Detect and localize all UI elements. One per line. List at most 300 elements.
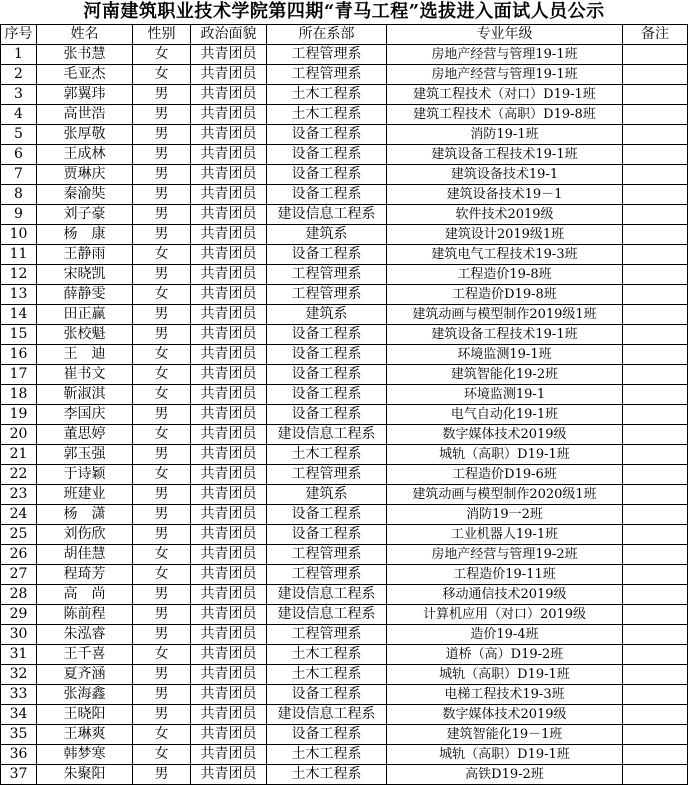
cell-serial: 20: [1, 425, 37, 445]
table-row: [1, 765, 688, 785]
cell-remarks: [623, 705, 688, 725]
cell-major-grade: 工程造价19-8班: [387, 265, 623, 285]
cell-remarks: [623, 345, 688, 365]
cell-serial: 3: [1, 85, 37, 105]
cell-department: 土木工程系: [267, 765, 387, 785]
cell-serial: 1: [1, 45, 37, 65]
cell-political-status: 共青团员: [191, 605, 267, 625]
cell-major-grade: 环境监测19-1班: [387, 345, 623, 365]
cell-gender: 男: [133, 625, 191, 645]
table-row: [1, 445, 688, 465]
cell-major-grade: 软件技术2019级: [387, 205, 623, 225]
cell-political-status: 共青团员: [191, 565, 267, 585]
cell-major-grade: 房地产经营与管理19-1班: [387, 45, 623, 65]
cell-name: 王琳爽: [37, 725, 133, 745]
header-serial: 序号: [1, 25, 37, 45]
cell-name: 韩梦寒: [37, 745, 133, 765]
cell-remarks: [623, 245, 688, 265]
cell-gender: 女: [133, 545, 191, 565]
table-row: [1, 745, 688, 765]
cell-name: 程琦芳: [37, 565, 133, 585]
cell-remarks: [623, 565, 688, 585]
cell-major-grade: 建筑设备技术19－1: [387, 185, 623, 205]
table-row: [1, 325, 688, 345]
cell-department: 土木工程系: [267, 445, 387, 465]
header-department: 所在系部: [267, 25, 387, 45]
cell-political-status: 共青团员: [191, 645, 267, 665]
cell-department: 建筑系: [267, 225, 387, 245]
cell-political-status: 共青团员: [191, 465, 267, 485]
cell-remarks: [623, 645, 688, 665]
cell-department: 建筑系: [267, 305, 387, 325]
cell-political-status: 共青团员: [191, 385, 267, 405]
cell-remarks: [623, 545, 688, 565]
cell-major-grade: 建筑设计2019级1班: [387, 225, 623, 245]
cell-political-status: 共青团员: [191, 325, 267, 345]
cell-department: 工程管理系: [267, 45, 387, 65]
cell-name: 李国庆: [37, 405, 133, 425]
cell-gender: 女: [133, 45, 191, 65]
table-row: [1, 205, 688, 225]
cell-remarks: [623, 465, 688, 485]
cell-department: 工程管理系: [267, 565, 387, 585]
cell-serial: 2: [1, 65, 37, 85]
cell-political-status: 共青团员: [191, 685, 267, 705]
cell-gender: 女: [133, 565, 191, 585]
cell-remarks: [623, 305, 688, 325]
cell-department: 设备工程系: [267, 505, 387, 525]
table-row: [1, 605, 688, 625]
cell-name: 王千喜: [37, 645, 133, 665]
cell-department: 土木工程系: [267, 645, 387, 665]
table-row: [1, 245, 688, 265]
cell-department: 工程管理系: [267, 65, 387, 85]
cell-political-status: 共青团员: [191, 285, 267, 305]
cell-name: 郭玉强: [37, 445, 133, 465]
cell-department: 设备工程系: [267, 365, 387, 385]
cell-major-grade: 城轨（高职）D19-1班: [387, 745, 623, 765]
table-row: [1, 685, 688, 705]
cell-gender: 男: [133, 485, 191, 505]
cell-gender: 男: [133, 165, 191, 185]
cell-remarks: [623, 85, 688, 105]
cell-serial: 8: [1, 185, 37, 205]
cell-remarks: [623, 285, 688, 305]
cell-serial: 10: [1, 225, 37, 245]
table-row: [1, 165, 688, 185]
cell-political-status: 共青团员: [191, 65, 267, 85]
cell-serial: 28: [1, 585, 37, 605]
cell-name: 张书慧: [37, 45, 133, 65]
table-row: [1, 185, 688, 205]
cell-political-status: 共青团员: [191, 345, 267, 365]
cell-major-grade: 数字媒体技术2019级: [387, 425, 623, 445]
cell-political-status: 共青团员: [191, 145, 267, 165]
cell-gender: 女: [133, 645, 191, 665]
cell-remarks: [623, 485, 688, 505]
table-header-row: [1, 25, 688, 45]
cell-political-status: 共青团员: [191, 45, 267, 65]
cell-serial: 15: [1, 325, 37, 345]
cell-name: 张海鑫: [37, 685, 133, 705]
cell-remarks: [623, 265, 688, 285]
cell-name: 朱聚阳: [37, 765, 133, 785]
cell-gender: 女: [133, 365, 191, 385]
cell-serial: 30: [1, 625, 37, 645]
cell-serial: 14: [1, 305, 37, 325]
cell-department: 设备工程系: [267, 125, 387, 145]
cell-gender: 女: [133, 745, 191, 765]
cell-political-status: 共青团员: [191, 585, 267, 605]
cell-major-grade: 房地产经营与管理19-1班: [387, 65, 623, 85]
cell-remarks: [623, 725, 688, 745]
cell-major-grade: 电梯工程技术19-3班: [387, 685, 623, 705]
cell-serial: 22: [1, 465, 37, 485]
cell-remarks: [623, 625, 688, 645]
cell-remarks: [623, 125, 688, 145]
table-row: [1, 565, 688, 585]
cell-major-grade: 造价19-4班: [387, 625, 623, 645]
cell-political-status: 共青团员: [191, 265, 267, 285]
cell-major-grade: 建筑设备工程技术19-1班: [387, 145, 623, 165]
cell-department: 土木工程系: [267, 85, 387, 105]
cell-political-status: 共青团员: [191, 505, 267, 525]
cell-serial: 37: [1, 765, 37, 785]
cell-gender: 男: [133, 705, 191, 725]
cell-serial: 34: [1, 705, 37, 725]
table-row: [1, 525, 688, 545]
cell-serial: 33: [1, 685, 37, 705]
header-major-grade: 专业年级: [387, 25, 623, 45]
cell-name: 王晓阳: [37, 705, 133, 725]
cell-serial: 18: [1, 385, 37, 405]
cell-serial: 7: [1, 165, 37, 185]
cell-department: 设备工程系: [267, 525, 387, 545]
cell-department: 土木工程系: [267, 745, 387, 765]
cell-serial: 12: [1, 265, 37, 285]
cell-political-status: 共青团员: [191, 305, 267, 325]
cell-major-grade: 工业机器人19-1班: [387, 525, 623, 545]
cell-department: 建筑系: [267, 485, 387, 505]
cell-major-grade: 建筑智能化19-2班: [387, 365, 623, 385]
cell-remarks: [623, 585, 688, 605]
table-row: [1, 425, 688, 445]
cell-political-status: 共青团员: [191, 165, 267, 185]
cell-serial: 16: [1, 345, 37, 365]
table-row: [1, 85, 688, 105]
table-row: [1, 405, 688, 425]
header-name: 姓名: [37, 25, 133, 45]
cell-gender: 女: [133, 385, 191, 405]
cell-remarks: [623, 605, 688, 625]
cell-department: 建设信息工程系: [267, 205, 387, 225]
cell-major-grade: 数字媒体技术2019级: [387, 705, 623, 725]
cell-gender: 男: [133, 765, 191, 785]
cell-name: 王成林: [37, 145, 133, 165]
cell-serial: 13: [1, 285, 37, 305]
cell-major-grade: 道桥（高）D19-2班: [387, 645, 623, 665]
cell-name: 胡佳慧: [37, 545, 133, 565]
cell-political-status: 共青团员: [191, 105, 267, 125]
cell-gender: 男: [133, 685, 191, 705]
cell-gender: 女: [133, 425, 191, 445]
table-row: [1, 265, 688, 285]
cell-major-grade: 建筑设备工程技术19-1班: [387, 325, 623, 345]
cell-department: 建设信息工程系: [267, 425, 387, 445]
table-row: [1, 345, 688, 365]
cell-political-status: 共青团员: [191, 205, 267, 225]
table-row: [1, 665, 688, 685]
table-row: [1, 365, 688, 385]
cell-department: 设备工程系: [267, 165, 387, 185]
cell-name: 崔书文: [37, 365, 133, 385]
header-gender: 性别: [133, 25, 191, 45]
cell-political-status: 共青团员: [191, 365, 267, 385]
cell-name: 高世浩: [37, 105, 133, 125]
cell-political-status: 共青团员: [191, 425, 267, 445]
cell-name: 毛亚杰: [37, 65, 133, 85]
cell-remarks: [623, 765, 688, 785]
cell-gender: 女: [133, 245, 191, 265]
table-row: [1, 225, 688, 245]
cell-remarks: [623, 685, 688, 705]
cell-serial: 9: [1, 205, 37, 225]
cell-department: 设备工程系: [267, 185, 387, 205]
cell-political-status: 共青团员: [191, 705, 267, 725]
cell-name: 张校魁: [37, 325, 133, 345]
cell-serial: 21: [1, 445, 37, 465]
table-row: [1, 585, 688, 605]
cell-remarks: [623, 385, 688, 405]
cell-political-status: 共青团员: [191, 85, 267, 105]
cell-serial: 5: [1, 125, 37, 145]
cell-political-status: 共青团员: [191, 405, 267, 425]
cell-name: 班建业: [37, 485, 133, 505]
cell-political-status: 共青团员: [191, 525, 267, 545]
cell-major-grade: 工程造价D19-8班: [387, 285, 623, 305]
cell-serial: 26: [1, 545, 37, 565]
cell-serial: 25: [1, 525, 37, 545]
cell-gender: 男: [133, 505, 191, 525]
cell-remarks: [623, 325, 688, 345]
cell-gender: 男: [133, 145, 191, 165]
table-row: [1, 385, 688, 405]
cell-gender: 男: [133, 525, 191, 545]
cell-political-status: 共青团员: [191, 745, 267, 765]
table-row: [1, 145, 688, 165]
cell-serial: 35: [1, 725, 37, 745]
cell-gender: 男: [133, 185, 191, 205]
cell-major-grade: 工程造价D19-6班: [387, 465, 623, 485]
cell-political-status: 共青团员: [191, 725, 267, 745]
table-row: [1, 625, 688, 645]
cell-gender: 男: [133, 585, 191, 605]
cell-political-status: 共青团员: [191, 665, 267, 685]
cell-department: 设备工程系: [267, 725, 387, 745]
cell-remarks: [623, 365, 688, 385]
cell-gender: 女: [133, 465, 191, 485]
cell-remarks: [623, 225, 688, 245]
cell-name: 于诗颖: [37, 465, 133, 485]
cell-gender: 女: [133, 285, 191, 305]
cell-name: 刘伤欣: [37, 525, 133, 545]
header-political-status: 政治面貌: [191, 25, 267, 45]
cell-major-grade: 移动通信技术2019级: [387, 585, 623, 605]
cell-major-grade: 环境监测19-1: [387, 385, 623, 405]
cell-serial: 17: [1, 365, 37, 385]
cell-political-status: 共青团员: [191, 545, 267, 565]
cell-political-status: 共青团员: [191, 245, 267, 265]
header-remarks: 备注: [623, 25, 688, 45]
cell-major-grade: 建筑工程技术（高职）D19-8班: [387, 105, 623, 125]
cell-political-status: 共青团员: [191, 225, 267, 245]
cell-major-grade: 建筑电气工程技术19-3班: [387, 245, 623, 265]
cell-serial: 4: [1, 105, 37, 125]
cell-department: 建设信息工程系: [267, 605, 387, 625]
table-row: [1, 465, 688, 485]
cell-department: 设备工程系: [267, 145, 387, 165]
cell-name: 张厚敬: [37, 125, 133, 145]
cell-political-status: 共青团员: [191, 765, 267, 785]
cell-name: 秦渝奘: [37, 185, 133, 205]
cell-remarks: [623, 65, 688, 85]
cell-serial: 29: [1, 605, 37, 625]
cell-political-status: 共青团员: [191, 485, 267, 505]
table-row: [1, 505, 688, 525]
cell-serial: 36: [1, 745, 37, 765]
table-row: [1, 105, 688, 125]
cell-major-grade: 计算机应用（对口）2019级: [387, 605, 623, 625]
cell-remarks: [623, 105, 688, 125]
cell-gender: 男: [133, 125, 191, 145]
cell-remarks: [623, 425, 688, 445]
cell-name: 杨 潇: [37, 505, 133, 525]
cell-department: 工程管理系: [267, 465, 387, 485]
cell-department: 设备工程系: [267, 325, 387, 345]
cell-major-grade: 电气自动化19-1班: [387, 405, 623, 425]
table-row: [1, 545, 688, 565]
table-row: [1, 645, 688, 665]
cell-department: 工程管理系: [267, 285, 387, 305]
cell-name: 田正赢: [37, 305, 133, 325]
table-row: [1, 125, 688, 145]
cell-gender: 男: [133, 205, 191, 225]
cell-remarks: [623, 405, 688, 425]
cell-name: 宋晓凯: [37, 265, 133, 285]
cell-name: 王静雨: [37, 245, 133, 265]
cell-political-status: 共青团员: [191, 625, 267, 645]
cell-gender: 男: [133, 225, 191, 245]
cell-department: 土木工程系: [267, 105, 387, 125]
cell-serial: 24: [1, 505, 37, 525]
cell-remarks: [623, 145, 688, 165]
cell-major-grade: 建筑动画与模型制作2020级1班: [387, 485, 623, 505]
cell-major-grade: 房地产经营与管理19-2班: [387, 545, 623, 565]
cell-major-grade: 工程造价19-11班: [387, 565, 623, 585]
table-row: [1, 45, 688, 65]
candidate-table: [0, 24, 688, 785]
cell-serial: 31: [1, 645, 37, 665]
table-row: [1, 305, 688, 325]
cell-remarks: [623, 525, 688, 545]
cell-name: 靳淑淇: [37, 385, 133, 405]
cell-department: 工程管理系: [267, 265, 387, 285]
cell-department: 设备工程系: [267, 345, 387, 365]
cell-gender: 男: [133, 305, 191, 325]
cell-gender: 女: [133, 345, 191, 365]
cell-remarks: [623, 745, 688, 765]
cell-remarks: [623, 665, 688, 685]
cell-serial: 23: [1, 485, 37, 505]
cell-department: 工程管理系: [267, 625, 387, 645]
page-title: 河南建筑职业技术学院第四期“青马工程”选拔进入面试人员公示: [83, 1, 605, 22]
cell-gender: 女: [133, 725, 191, 745]
cell-name: 刘子豪: [37, 205, 133, 225]
cell-name: 陈前程: [37, 605, 133, 625]
cell-gender: 男: [133, 445, 191, 465]
cell-serial: 6: [1, 145, 37, 165]
cell-major-grade: 建筑动画与模型制作2019级1班: [387, 305, 623, 325]
cell-major-grade: 建筑工程技术（对口）D19-1班: [387, 85, 623, 105]
cell-political-status: 共青团员: [191, 185, 267, 205]
cell-department: 土木工程系: [267, 665, 387, 685]
cell-major-grade: 城轨（高职）D19-1班: [387, 665, 623, 685]
cell-name: 董思婷: [37, 425, 133, 445]
cell-gender: 男: [133, 405, 191, 425]
cell-major-grade: 消防19-1班: [387, 125, 623, 145]
cell-serial: 19: [1, 405, 37, 425]
cell-political-status: 共青团员: [191, 125, 267, 145]
table-row: [1, 725, 688, 745]
cell-remarks: [623, 205, 688, 225]
table-row: [1, 65, 688, 85]
cell-gender: 男: [133, 105, 191, 125]
cell-political-status: 共青团员: [191, 445, 267, 465]
cell-major-grade: 消防19一2班: [387, 505, 623, 525]
cell-department: 工程管理系: [267, 545, 387, 565]
cell-serial: 11: [1, 245, 37, 265]
cell-name: 薛静雯: [37, 285, 133, 305]
cell-name: 贾琳庆: [37, 165, 133, 185]
cell-name: 朱泓睿: [37, 625, 133, 645]
cell-remarks: [623, 505, 688, 525]
cell-name: 高 尚: [37, 585, 133, 605]
cell-major-grade: 城轨（高职）D19-1班: [387, 445, 623, 465]
cell-name: 郭翼玮: [37, 85, 133, 105]
cell-serial: 27: [1, 565, 37, 585]
cell-major-grade: 建筑智能化19－1班: [387, 725, 623, 745]
cell-gender: 女: [133, 65, 191, 85]
cell-department: 设备工程系: [267, 685, 387, 705]
cell-remarks: [623, 45, 688, 65]
table-row: [1, 285, 688, 305]
table-row: [1, 485, 688, 505]
cell-name: 夏齐涵: [37, 665, 133, 685]
cell-gender: 男: [133, 325, 191, 345]
cell-name: 王 迪: [37, 345, 133, 365]
cell-remarks: [623, 185, 688, 205]
cell-major-grade: 高铁D19-2班: [387, 765, 623, 785]
cell-department: 设备工程系: [267, 385, 387, 405]
cell-gender: 男: [133, 265, 191, 285]
table-row: [1, 705, 688, 725]
cell-remarks: [623, 165, 688, 185]
cell-gender: 男: [133, 605, 191, 625]
cell-department: 设备工程系: [267, 245, 387, 265]
cell-department: 设备工程系: [267, 405, 387, 425]
cell-gender: 男: [133, 85, 191, 105]
cell-name: 杨 康: [37, 225, 133, 245]
